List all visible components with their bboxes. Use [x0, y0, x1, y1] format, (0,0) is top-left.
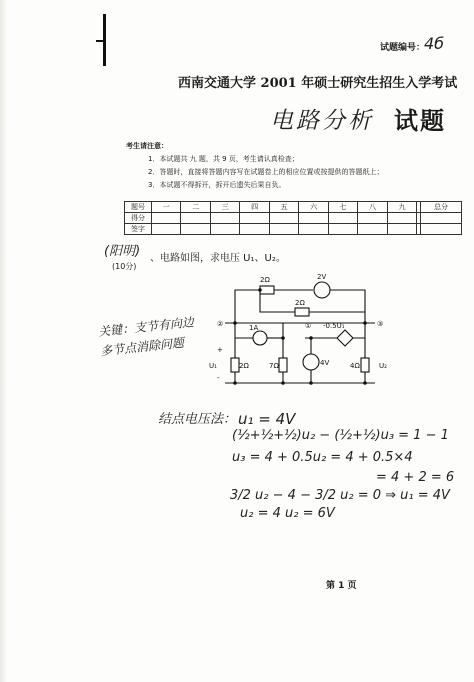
table-cell: 九 — [387, 202, 416, 213]
resistor-center — [279, 358, 287, 372]
table-cell: 七 — [328, 202, 357, 213]
instructions — [126, 140, 383, 192]
exam-title: 西南交通大学 2001 年硕士研究生招生入学考试 — [178, 76, 458, 91]
question-points: (10分) — [112, 262, 137, 271]
circuit-diagram — [205, 268, 395, 393]
instruction-line: 1．本试题共 九 题，共 9 页，考生请认真检查； — [148, 155, 299, 163]
solution-line: u₁ = 4V — [238, 410, 296, 428]
ccvs — [337, 330, 353, 346]
solution-line: u₃ = 4 + 0.5u₂ = 4 + 0.5×4 — [232, 450, 413, 465]
instruction-line: 2．答题时，直接将答题内容写在试题卷上的相应位置或按提供的答题纸上； — [148, 168, 384, 176]
question-text: 、电路如图，求电压 U₁、U₂。 — [150, 253, 286, 264]
scan-edge — [0, 0, 8, 682]
table-cell: 一 — [152, 202, 181, 213]
margin-tick — [96, 40, 106, 42]
table-row — [125, 213, 462, 224]
label-r-right: 4Ω — [350, 362, 360, 370]
label-plus: + — [217, 346, 223, 354]
table-cell: 五 — [269, 202, 298, 213]
table-cell: 三 — [210, 202, 239, 213]
label-u1: U₁ — [209, 362, 217, 370]
subject-suffix: 试题 — [394, 106, 446, 135]
margin-note-line2: 多节点消除问题 — [99, 335, 185, 359]
resistor-mid — [295, 308, 309, 316]
table-cell: 八 — [358, 202, 387, 213]
label-v-top: 2V — [317, 273, 327, 281]
solution-line: 3/2 u₂ − 4 − 3/2 u₂ = 0 ⇒ u₁ = 4V — [230, 488, 450, 503]
solution-heading: 结点电压法： — [158, 412, 237, 427]
page-number: 第 1 页 — [326, 581, 357, 591]
table-row — [125, 202, 462, 213]
solution-line: (½+½+½)u₂ − (½+½)u₃ = 1 − 1 — [232, 428, 449, 443]
handwritten-tag: (阳明) — [104, 244, 141, 259]
label-u2: U₂ — [379, 362, 387, 370]
instruction-line: 3．本试题不得拆开，拆开后遗失后果自负。 — [148, 181, 286, 189]
voltage-source-center — [303, 354, 319, 370]
table-cell: 四 — [240, 202, 269, 213]
current-source — [253, 331, 267, 345]
label-i-src: 1A — [249, 324, 259, 332]
score-table — [124, 201, 462, 235]
label-node1: ① — [305, 322, 312, 330]
table-row — [125, 224, 462, 235]
resistor-right — [361, 358, 369, 372]
label-r-top: 2Ω — [260, 276, 270, 284]
label-node2: ② — [217, 320, 224, 328]
exam-code-label: 试题编号： — [380, 43, 426, 53]
table-cell: 题号 — [125, 202, 152, 213]
margin-note-line1: 关键：支节有向边 — [97, 315, 195, 339]
label-minus: - — [217, 374, 220, 382]
resistor-top — [260, 286, 274, 294]
instructions-heading: 考生请注意： — [126, 142, 168, 150]
table-cell: 签字 — [125, 224, 152, 235]
label-r-mid: 2Ω — [295, 299, 305, 307]
voltage-source-top — [314, 282, 330, 298]
label-r-left: 2Ω — [239, 362, 249, 370]
solution-line: u₂ = 4 u₂ = 6V — [240, 506, 335, 521]
solution-line: = 4 + 2 = 6 — [376, 470, 455, 485]
label-r-center: 7Ω — [269, 362, 279, 370]
label-node3: ③ — [377, 320, 384, 328]
resistor-left — [231, 358, 239, 372]
subject-handwritten: 电路分析 — [270, 108, 374, 134]
label-ccvs: -0.5U₁ — [323, 322, 345, 330]
table-cell: 得分 — [125, 213, 152, 224]
table-cell: 总分 — [421, 202, 462, 213]
exam-code-value: 4б — [424, 34, 445, 53]
label-v-center: 4V — [320, 359, 330, 367]
table-cell: 六 — [299, 202, 328, 213]
table-cell: 二 — [181, 202, 210, 213]
